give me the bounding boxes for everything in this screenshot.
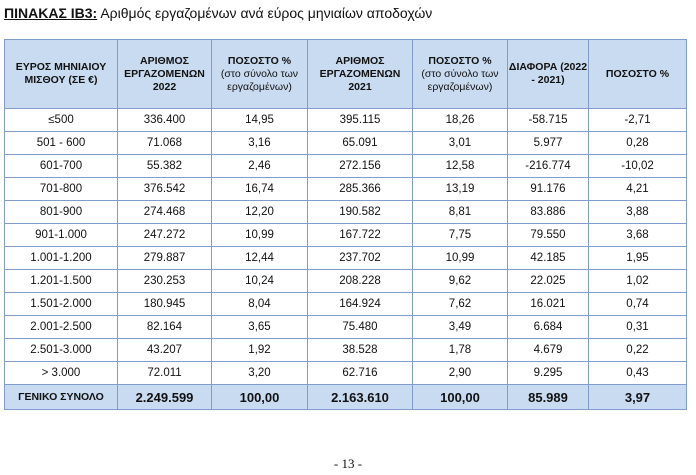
table-cell: 230.253 xyxy=(118,270,212,293)
table-cell: 65.091 xyxy=(308,132,413,155)
table-cell: 75.480 xyxy=(308,316,413,339)
table-cell: 13,19 xyxy=(413,178,508,201)
table-cell: 376.542 xyxy=(118,178,212,201)
total-cell: 100,00 xyxy=(413,385,508,410)
table-row xyxy=(5,270,687,293)
table-cell: 10,99 xyxy=(212,224,308,247)
table-cell: -10,02 xyxy=(589,155,687,178)
table-cell: 8,81 xyxy=(413,201,508,224)
table-cell: 12,44 xyxy=(212,247,308,270)
table-cell: 4.679 xyxy=(508,339,589,362)
table-cell: 10,99 xyxy=(413,247,508,270)
table-cell: 1,02 xyxy=(589,270,687,293)
table-cell: 247.272 xyxy=(118,224,212,247)
table-cell: -216.774 xyxy=(508,155,589,178)
table-cell: 1.201-1.500 xyxy=(5,270,118,293)
table-cell: 42.185 xyxy=(508,247,589,270)
table-row xyxy=(5,339,687,362)
table-title xyxy=(4,4,432,22)
table-cell: 1,78 xyxy=(413,339,508,362)
table-cell: 279.887 xyxy=(118,247,212,270)
table-cell: 16,74 xyxy=(212,178,308,201)
table-cell: 12,20 xyxy=(212,201,308,224)
table-cell: > 3.000 xyxy=(5,362,118,385)
total-cell: 100,00 xyxy=(212,385,308,410)
table-cell: 801-900 xyxy=(5,201,118,224)
table-cell: 16.021 xyxy=(508,293,589,316)
table-cell: 3,88 xyxy=(589,201,687,224)
table-cell: 12,58 xyxy=(413,155,508,178)
table-cell: 82.164 xyxy=(118,316,212,339)
total-cell: 2.163.610 xyxy=(308,385,413,410)
table-cell: 72.011 xyxy=(118,362,212,385)
table-row xyxy=(5,178,687,201)
table-cell: 71.068 xyxy=(118,132,212,155)
table-cell: 336.400 xyxy=(118,109,212,132)
total-cell: 2.249.599 xyxy=(118,385,212,410)
table-cell: 701-800 xyxy=(5,178,118,201)
table-cell: 83.886 xyxy=(508,201,589,224)
table-cell: 285.366 xyxy=(308,178,413,201)
header-row xyxy=(5,40,687,109)
table-cell: 167.722 xyxy=(308,224,413,247)
table-cell: ≤500 xyxy=(5,109,118,132)
table-cell: 55.382 xyxy=(118,155,212,178)
table-cell: 62.716 xyxy=(308,362,413,385)
table-cell: 9.295 xyxy=(508,362,589,385)
table-cell: 1,95 xyxy=(589,247,687,270)
table-cell: 272.156 xyxy=(308,155,413,178)
table-cell: 2,90 xyxy=(413,362,508,385)
table-cell: 3,68 xyxy=(589,224,687,247)
table-cell: 6.684 xyxy=(508,316,589,339)
table-cell: 3,65 xyxy=(212,316,308,339)
table-cell: 1.001-1.200 xyxy=(5,247,118,270)
table-cell: 164.924 xyxy=(308,293,413,316)
table-cell: 395.115 xyxy=(308,109,413,132)
table-row xyxy=(5,224,687,247)
table-cell: 22.025 xyxy=(508,270,589,293)
table-cell: 3,20 xyxy=(212,362,308,385)
table-cell: 237.702 xyxy=(308,247,413,270)
table-cell: 0,74 xyxy=(589,293,687,316)
table-cell: 8,04 xyxy=(212,293,308,316)
table-cell: 10,24 xyxy=(212,270,308,293)
table-cell: 0,28 xyxy=(589,132,687,155)
table-cell: 501 - 600 xyxy=(5,132,118,155)
header-cell: ΠΟΣΟΣΤΟ % (στο σύνολο των εργαζομένων) xyxy=(212,40,308,109)
table-cell: 601-700 xyxy=(5,155,118,178)
table-row xyxy=(5,155,687,178)
table-cell: 1.501-2.000 xyxy=(5,293,118,316)
table-cell: 91.176 xyxy=(508,178,589,201)
table-cell: 274.468 xyxy=(118,201,212,224)
table-cell: 0,22 xyxy=(589,339,687,362)
table-row xyxy=(5,362,687,385)
table-cell: 0,31 xyxy=(589,316,687,339)
total-cell: ΓΕΝΙΚΟ ΣΥΝΟΛΟ xyxy=(5,385,118,410)
table-cell: 2.001-2.500 xyxy=(5,316,118,339)
table-row xyxy=(5,201,687,224)
table-cell: 7,75 xyxy=(413,224,508,247)
header-cell: ΑΡΙΘΜΟΣ ΕΡΓΑΖΟΜΕΝΩΝ 2021 xyxy=(308,40,413,109)
table-cell: 43.207 xyxy=(118,339,212,362)
table-cell: 4,21 xyxy=(589,178,687,201)
header-cell: ΠΟΣΟΣΤΟ % xyxy=(589,40,687,109)
table-row xyxy=(5,109,687,132)
table-cell: 38.528 xyxy=(308,339,413,362)
table-cell: 180.945 xyxy=(118,293,212,316)
table-row xyxy=(5,293,687,316)
table-cell: 18,26 xyxy=(413,109,508,132)
table-cell: 3,16 xyxy=(212,132,308,155)
salary-table xyxy=(4,39,687,410)
table-title-label: ΠΙΝΑΚΑΣ ΙΒ3: xyxy=(4,5,98,21)
table-cell: 3,01 xyxy=(413,132,508,155)
table-cell: 901-1.000 xyxy=(5,224,118,247)
total-row xyxy=(5,385,687,410)
total-cell: 85.989 xyxy=(508,385,589,410)
header-cell: ΑΡΙΘΜΟΣ ΕΡΓΑΖΟΜΕΝΩΝ 2022 xyxy=(118,40,212,109)
table-title-text: Αριθμός εργαζομένων ανά εύρος μηνιαίων αποδοχών xyxy=(100,5,433,21)
table-cell: 1,92 xyxy=(212,339,308,362)
table-cell: 9,62 xyxy=(413,270,508,293)
total-cell: 3,97 xyxy=(589,385,687,410)
table-row xyxy=(5,132,687,155)
table-cell: 208.228 xyxy=(308,270,413,293)
table-cell: 0,43 xyxy=(589,362,687,385)
header-cell: ΔΙΑΦΟΡΑ (2022 - 2021) xyxy=(508,40,589,109)
header-cell: ΠΟΣΟΣΤΟ % (στο σύνολο των εργαζομένων) xyxy=(413,40,508,109)
table-row xyxy=(5,316,687,339)
header-cell: ΕΥΡΟΣ ΜΗΝΙΑΙΟΥ ΜΙΣΘΟΥ (ΣΕ €) xyxy=(5,40,118,109)
table-cell: 2,46 xyxy=(212,155,308,178)
table-row xyxy=(5,247,687,270)
table-cell: 14,95 xyxy=(212,109,308,132)
table-cell: -58.715 xyxy=(508,109,589,132)
table-cell: 2.501-3.000 xyxy=(5,339,118,362)
table-cell: -2,71 xyxy=(589,109,687,132)
page-number: - 13 - xyxy=(333,456,363,471)
table-cell: 7,62 xyxy=(413,293,508,316)
table-cell: 5.977 xyxy=(508,132,589,155)
table-cell: 79.550 xyxy=(508,224,589,247)
table-cell: 3,49 xyxy=(413,316,508,339)
table-cell: 190.582 xyxy=(308,201,413,224)
